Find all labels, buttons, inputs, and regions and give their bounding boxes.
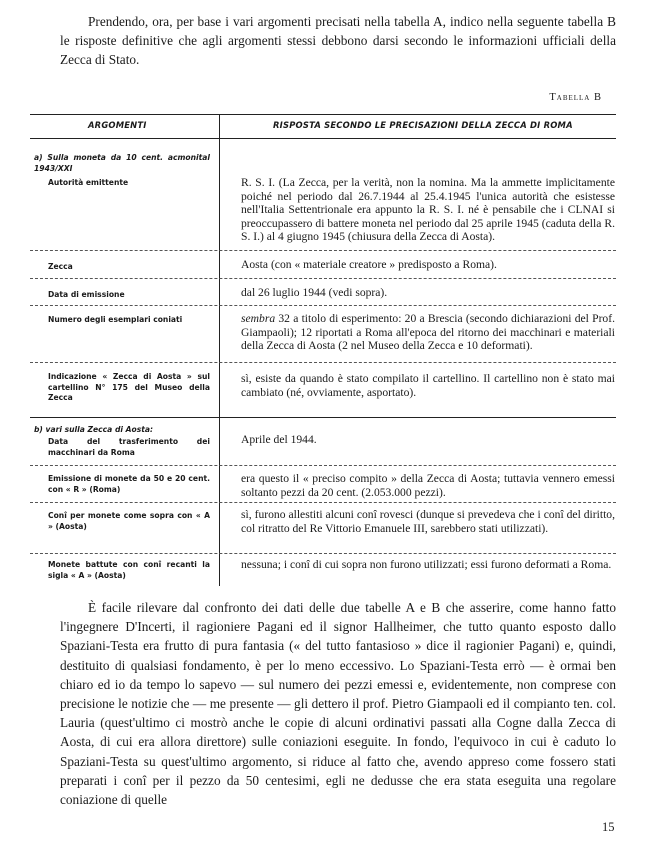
table-caption: Tabella B [549, 92, 602, 103]
row-1-section: a) Sulla moneta da 10 cent. acmonital 1943/XXI [34, 153, 210, 173]
intro-paragraph: Prendendo, ora, per base i vari argomenti precisati nella tabella A, indico nella seguente tabella B le risposte definitive che agli argomenti stessi debbono darsi secondo le informazioni ufficiali della Zecca di Stato. [60, 14, 616, 68]
row-separator [30, 362, 616, 363]
table-row-6-answer: Aprile del 1944. [241, 433, 317, 446]
table-row-9-argument: Monete battute con conî recanti la sigla « A » (Aosta) [48, 560, 210, 580]
page-number: 15 [602, 820, 615, 834]
row-separator [30, 250, 616, 251]
row-4-answer-text: 32 a titolo di esperimento: 20 a Brescia (secondo dichiarazioni del Prof. Giampaoli); 12 riportati a Roma all'epoca del ritorno dei macchinari e materiali della Zecca di Aosta (2 nel Museo della Zecca e 10 deformati). [241, 312, 615, 353]
table-row-3-argument: Data di emissione [48, 290, 125, 299]
table-row-3-answer: dal 26 luglio 1944 (vedi sopra). [241, 286, 388, 299]
row-separator [30, 278, 616, 279]
table-row-5-answer: sì, esiste da quando è stato compilato il cartellino. Il cartellino non è stato mai cambiato (né, ovviamente, asportato). [241, 372, 615, 399]
table-row-2-answer: Aosta (con « materiale creatore » predisposto a Roma). [241, 258, 497, 271]
table-row-4-argument: Numero degli esemplari coniati [48, 315, 183, 324]
table-column-divider [219, 114, 220, 586]
body-paragraph: È facile rilevare dal confronto dei dati delle due tabelle A e B che asserire, come hanno fatto l'ingegnere D'Incerti, il ragioniere Pagani ed il signor Hallheimer, che tutto quanto esposto dallo Spaziani-Testa era frutto di pura fantasia (« del tutto fantasioso » dice il ragionier Pagani) e, quindi, destituito di qualsiasi fondamento, è per lo meno eccessivo. Lo Spaziani-Testa errò — è ormai ben chiaro ed io da tempo lo sapevo — sul numero dei pezzi emessi e, evidentemente, non comprese con precisione le notizie che — me presente — gli dettero il prof. Pietro Giampaoli ed il compianto ten. col. Lauria (quest'ultimo ci mostrò anche le copie di alcuni ordinativi passati alla Cogne dalla Zecca di Aosta, di cui era allora direttore) sulle coniazioni eseguite. In fondo, l'equivoco in cui è caduto lo Spaziani-Testa su quest'ultimo argomento, si riduce al fatto che, avendo appreso come fossero stati preparati i conî per il pezzo da 50 centesimi, egli ne dedusse che era stata eseguita una regolare coniazione di quelle [60, 600, 616, 808]
row-4-answer-emphasis: sembra [241, 312, 276, 325]
table-row-8-answer: sì, furono allestiti alcuni conî rovesci (dunque si prevedeva che i conî del diritto, col ritratto del Re Vittorio Emanuele III, sarebbero stati utilizzati). [241, 508, 615, 535]
section-separator [30, 417, 616, 418]
table-row-1-answer: R. S. I. (La Zecca, per la verità, non la nomina. Ma la ammette implicitamente poiché nel periodo dal 26.7.1944 al 25.4.1945 l'unica autorità che esistesse nell'Italia Settentrionale era appunto la R. S. I. né è pensabile che i CLNAI si preoccupassero di battere moneta nel periodo dal 25 aprile 1945 (caduta della R. S. I.) al 4 giugno 1945 (chiusura della Zecca di Aosta). [241, 176, 615, 244]
table-row-9-answer: nessuna; i conî di cui sopra non furono utilizzati; essi furono deformati a Roma. [241, 558, 612, 571]
table-row-1-topic [34, 153, 210, 174]
table-row-5-argument: Indicazione « Zecca di Aosta » sul cartellino N° 175 del Museo della Zecca [48, 372, 210, 402]
table-row-7-answer: era questo il « preciso compito » della Zecca di Aosta; tuttavia vennero emessi soltanto pezzi da 20 cent. (2.053.000 pezzi). [241, 472, 615, 499]
table-row-6-argument: Data del trasferimento dei macchinari da Roma [48, 437, 210, 457]
table-top-rule [30, 114, 616, 115]
table-header-rule [30, 138, 616, 139]
table-row-1-argument: Autorità emittente [48, 178, 129, 187]
table-row-8-argument: Conî per monete come sopra con « A » (Aosta) [48, 511, 210, 531]
row-separator [30, 305, 616, 306]
row-separator [30, 502, 616, 503]
table-header-arguments: ARGOMENTI [88, 120, 147, 130]
table-row-6-topic [34, 425, 210, 436]
table-row-7-argument: Emissione di monete da 50 e 20 cent. con « R » (Roma) [48, 474, 210, 494]
row-separator [30, 553, 616, 554]
row-6-section: b) vari sulla Zecca di Aosta: [34, 425, 154, 434]
table-row-2-argument: Zecca [48, 262, 73, 271]
table-header-response: RISPOSTA SECONDO LE PRECISAZIONI DELLA ZECCA DI ROMA [273, 120, 573, 130]
row-separator [30, 465, 616, 466]
table-row-4-answer [241, 312, 615, 353]
